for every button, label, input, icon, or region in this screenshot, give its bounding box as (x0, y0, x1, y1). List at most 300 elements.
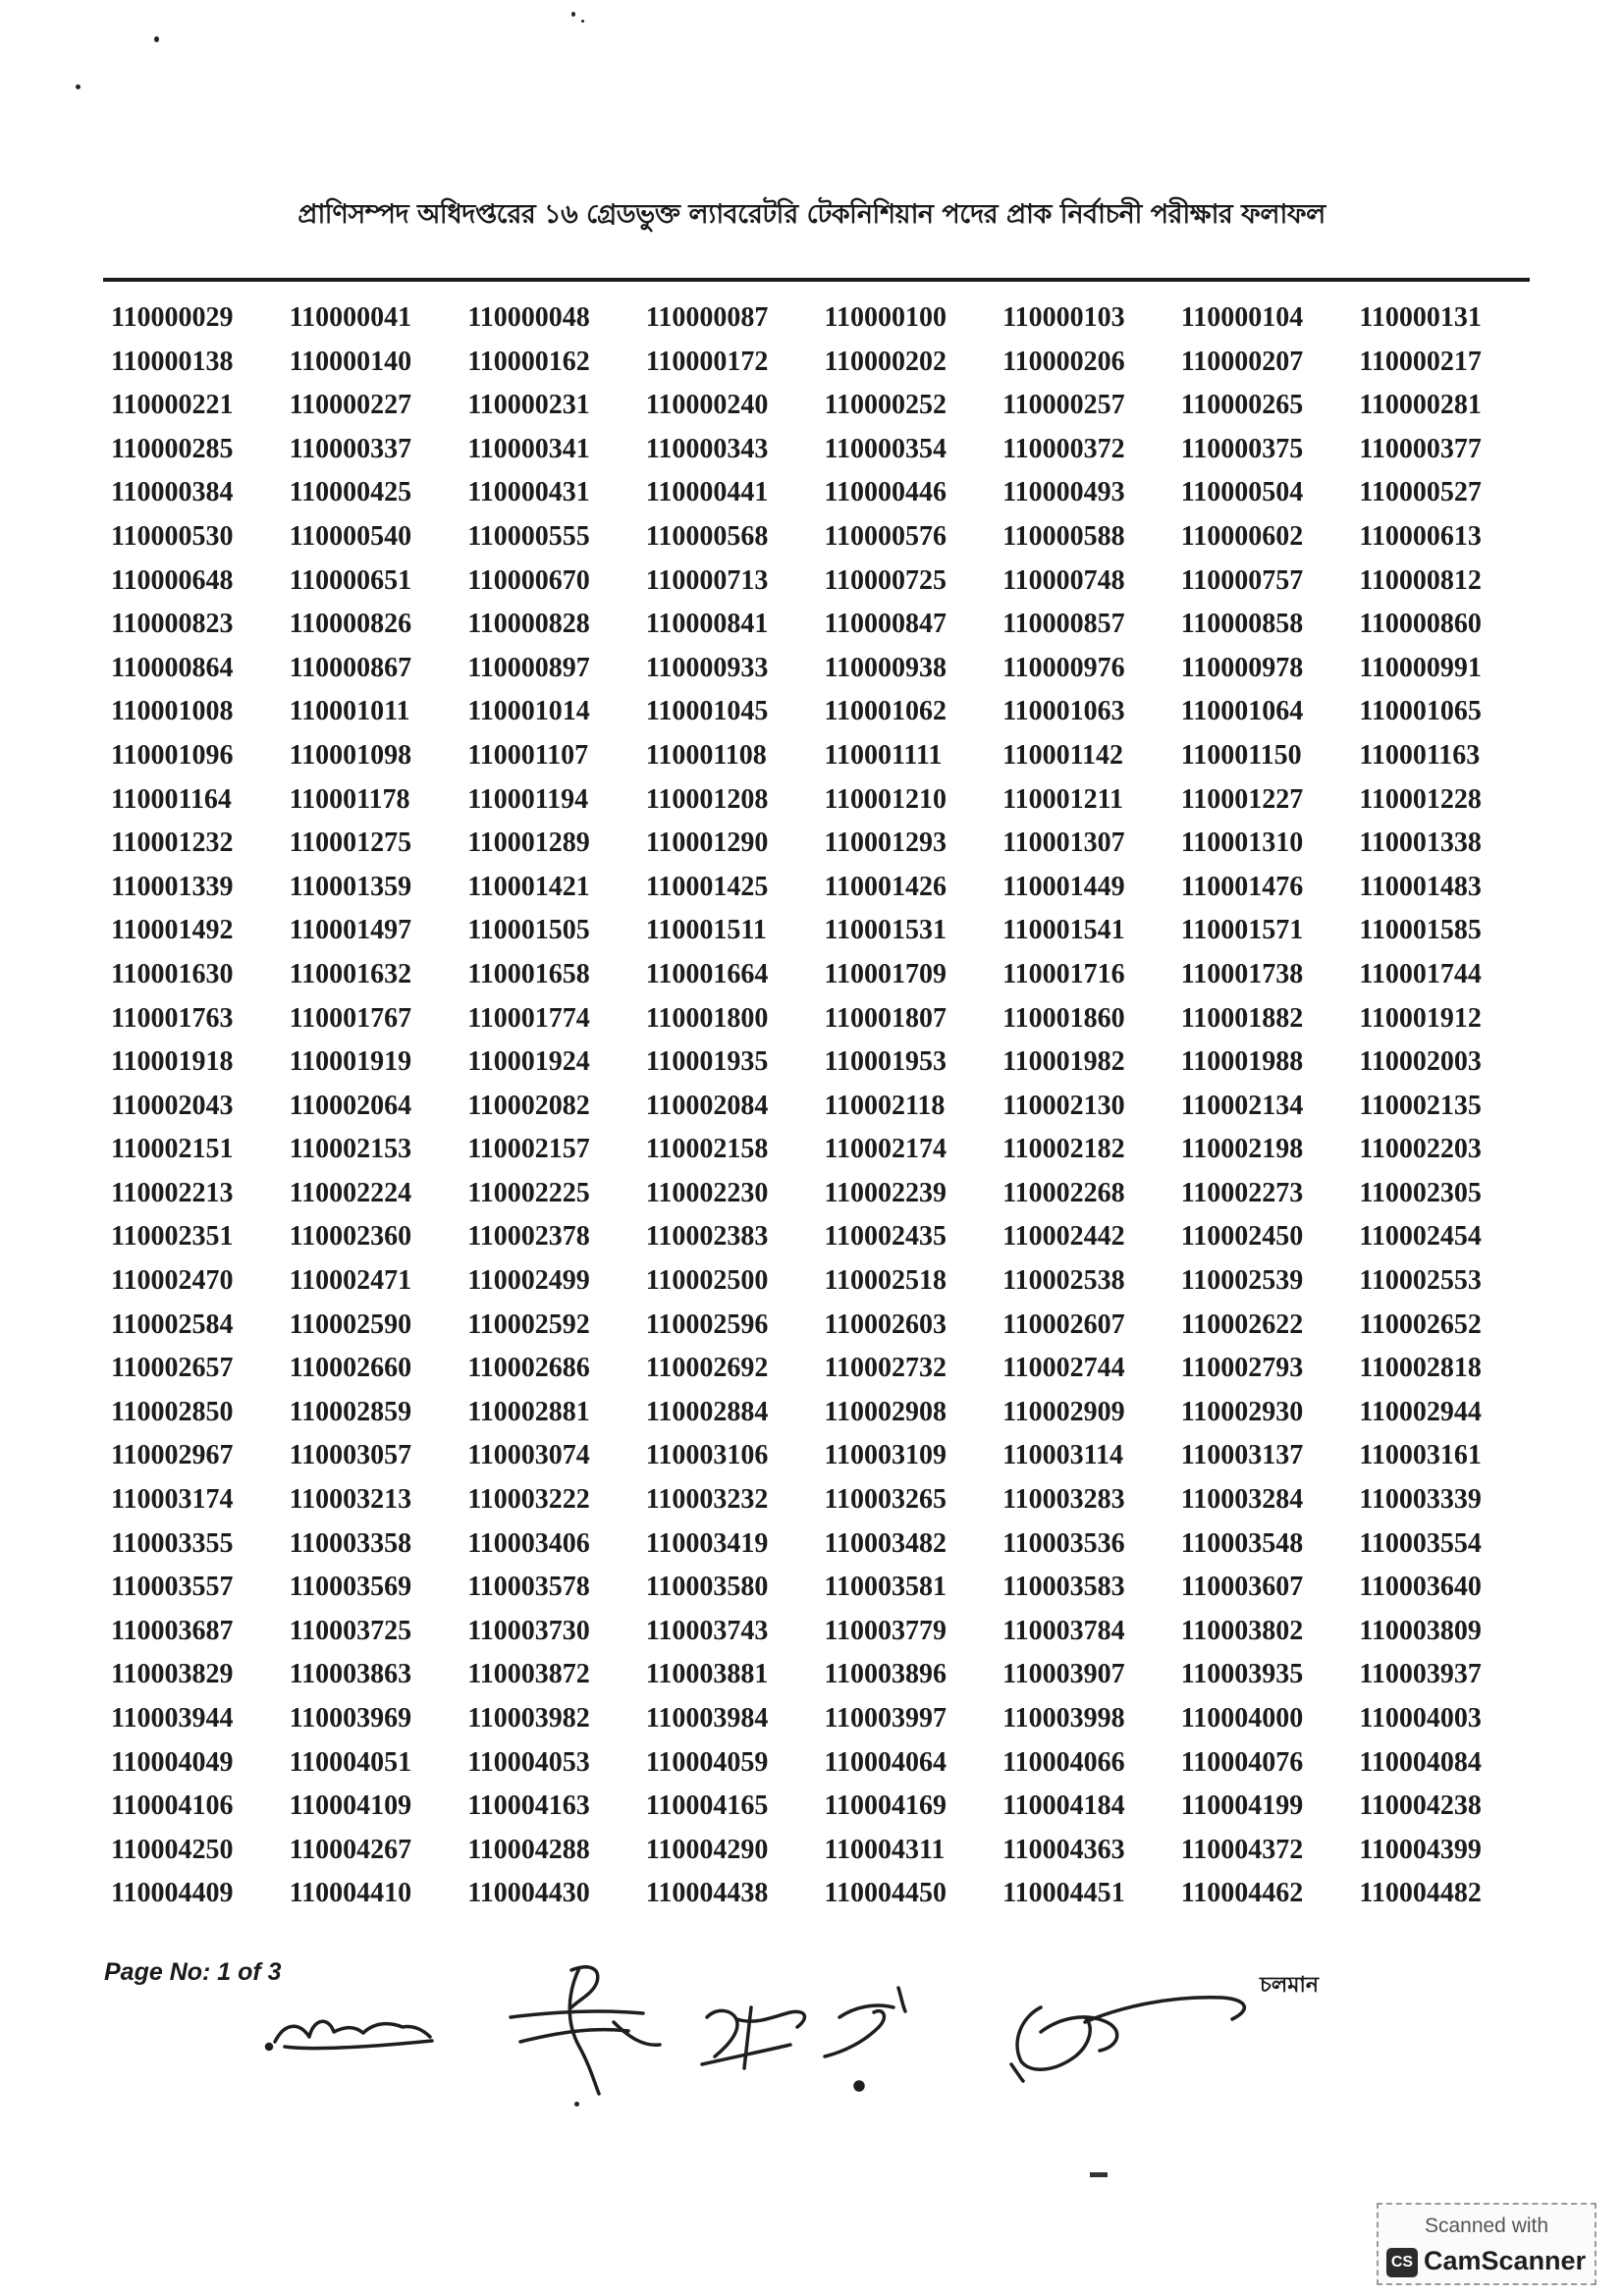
roll-number-cell: 110004450 (824, 1878, 947, 1909)
roll-number-cell: 110002538 (1002, 1265, 1125, 1297)
roll-number-cell: 110002657 (111, 1353, 234, 1384)
roll-number-cell: 110001497 (289, 915, 412, 946)
roll-number-cell: 110002064 (289, 1090, 412, 1121)
roll-number-cell: 110001338 (1359, 828, 1482, 859)
roll-number-cell: 110003725 (289, 1615, 412, 1646)
roll-number-cell: 110000446 (824, 477, 947, 508)
roll-number-cell: 110001425 (645, 871, 769, 902)
roll-number-cell: 110003283 (1002, 1484, 1125, 1516)
roll-number-cell: 110003355 (111, 1527, 234, 1559)
roll-number-cell: 110001919 (289, 1046, 412, 1078)
roll-number-cell: 110000670 (467, 564, 590, 596)
roll-number-cell: 110002732 (824, 1353, 947, 1384)
roll-number-cell: 110002686 (467, 1353, 590, 1384)
roll-number-cell: 110001505 (467, 915, 590, 946)
roll-number-cell: 110001108 (645, 739, 767, 771)
signatures-icon (255, 1949, 1335, 2106)
roll-number-cell: 110003937 (1359, 1659, 1482, 1690)
roll-number-cell: 110003109 (824, 1440, 947, 1471)
roll-number-cell: 110004003 (1359, 1703, 1482, 1734)
roll-number-cell: 110000867 (289, 652, 412, 683)
scan-speck (76, 84, 81, 89)
roll-number-cell: 110002454 (1359, 1221, 1482, 1253)
roll-number-cell: 110001065 (1359, 696, 1482, 727)
roll-number-cell: 110001211 (1002, 783, 1124, 815)
roll-number-cell: 110003057 (289, 1440, 412, 1471)
roll-number-cell: 110003779 (824, 1615, 947, 1646)
roll-number-cell: 110000372 (1002, 433, 1125, 464)
roll-number-cell: 110004238 (1359, 1790, 1482, 1822)
roll-number-cell: 110001449 (1002, 871, 1125, 902)
roll-number-cell: 110003640 (1359, 1572, 1482, 1603)
roll-number-cell: 110004000 (1180, 1703, 1304, 1734)
roll-number-cell: 110002435 (824, 1221, 947, 1253)
roll-number-cell: 110000933 (645, 652, 769, 683)
roll-number-cell: 110003557 (111, 1572, 234, 1603)
roll-number-table (103, 296, 1530, 1916)
roll-number-cell: 110001111 (824, 739, 943, 771)
roll-number-cell: 110003554 (1359, 1527, 1482, 1559)
roll-number-cell: 110004049 (111, 1746, 234, 1778)
roll-number-cell: 110003419 (645, 1527, 769, 1559)
roll-number-cell: 110003743 (645, 1615, 769, 1646)
roll-number-cell: 110001807 (824, 1002, 947, 1034)
roll-number-cell: 110001476 (1180, 871, 1304, 902)
roll-number-cell: 110000713 (645, 564, 769, 596)
roll-number-cell: 110002944 (1359, 1396, 1482, 1427)
roll-number-cell: 110000343 (645, 433, 769, 464)
roll-number-cell: 110002239 (824, 1177, 947, 1208)
roll-number-cell: 110001709 (824, 958, 947, 989)
roll-number-cell: 110001194 (467, 783, 589, 815)
roll-number-cell: 110002652 (1359, 1308, 1482, 1340)
roll-number-cell: 110001988 (1180, 1046, 1304, 1078)
roll-number-cell: 110001658 (467, 958, 590, 989)
roll-number-cell: 110003548 (1180, 1527, 1304, 1559)
roll-number-cell: 110003872 (467, 1659, 590, 1690)
roll-number-cell: 110001632 (289, 958, 412, 989)
roll-number-cell: 110001098 (289, 739, 412, 771)
roll-number-cell: 110002082 (467, 1090, 590, 1121)
roll-number-cell: 110002596 (645, 1308, 769, 1340)
roll-number-cell: 110000162 (467, 346, 590, 377)
roll-number-cell: 110003969 (289, 1703, 412, 1734)
roll-number-cell: 110000217 (1359, 346, 1482, 377)
roll-number-cell: 110004169 (824, 1790, 947, 1822)
roll-number-cell: 110000029 (111, 302, 234, 333)
roll-number-cell: 110002592 (467, 1308, 590, 1340)
roll-number-cell: 110000812 (1359, 564, 1482, 596)
roll-number-cell: 110002603 (824, 1308, 947, 1340)
roll-number-cell: 110000041 (289, 302, 412, 333)
signature-1 (267, 2021, 433, 2049)
roll-number-cell: 110000384 (111, 477, 234, 508)
roll-number-cell: 110003935 (1180, 1659, 1304, 1690)
roll-number-cell: 110003536 (1002, 1527, 1125, 1559)
roll-number-cell: 110003284 (1180, 1484, 1304, 1516)
scan-speck (581, 20, 584, 23)
document-title: প্রাণিসম্পদ অধিদপ্তরের ১৬ গ্রেডভুক্ত ল্যাবরেটরি টেকনিশিয়ান পদের প্রাক নির্বাচনী পরীক্ষার ফলাফল (298, 199, 1325, 230)
roll-number-cell: 110000530 (111, 520, 234, 552)
roll-number-cell: 110002003 (1359, 1046, 1482, 1078)
roll-number-cell: 110003358 (289, 1527, 412, 1559)
roll-number-cell: 110002793 (1180, 1353, 1304, 1384)
roll-number-cell: 110003984 (645, 1703, 769, 1734)
roll-number-cell: 110003863 (289, 1659, 412, 1690)
roll-number-cell: 110002607 (1002, 1308, 1125, 1340)
roll-number-cell: 110001483 (1359, 871, 1482, 902)
roll-number-cell: 110002351 (111, 1221, 234, 1253)
roll-number-cell: 110000504 (1180, 477, 1304, 508)
title-divider (103, 278, 1530, 282)
roll-number-cell: 110004363 (1002, 1834, 1125, 1865)
roll-number-cell: 110004051 (289, 1746, 412, 1778)
roll-number-cell: 110001924 (467, 1046, 590, 1078)
roll-number-cell: 110002213 (111, 1177, 234, 1208)
roll-number-cell: 110003482 (824, 1527, 947, 1559)
roll-number-cell: 110000087 (645, 302, 769, 333)
roll-number-cell: 110000826 (289, 609, 412, 640)
roll-number-cell: 110001208 (645, 783, 769, 815)
roll-number-cell: 110001096 (111, 739, 234, 771)
roll-number-cell: 110000588 (1002, 520, 1125, 552)
roll-number-cell: 110002174 (824, 1134, 947, 1165)
roll-number-cell: 110000285 (111, 433, 234, 464)
roll-number-cell: 110002158 (645, 1134, 769, 1165)
roll-number-cell: 110003829 (111, 1659, 234, 1690)
roll-number-cell: 110000441 (645, 477, 769, 508)
roll-number-cell: 110004267 (289, 1834, 412, 1865)
roll-number-cell: 110001164 (111, 783, 232, 815)
roll-number-cell: 110003174 (111, 1484, 234, 1516)
roll-number-cell: 110001982 (1002, 1046, 1125, 1078)
roll-number-cell: 110001541 (1002, 915, 1125, 946)
roll-number-cell: 110004064 (824, 1746, 947, 1778)
camscanner-watermark (1377, 2203, 1596, 2285)
roll-number-cell: 110002153 (289, 1134, 412, 1165)
roll-number-cell: 110002499 (467, 1265, 590, 1297)
roll-number-cell: 110000527 (1359, 477, 1482, 508)
roll-number-cell: 110002360 (289, 1221, 412, 1253)
roll-number-cell: 110002692 (645, 1353, 769, 1384)
roll-number-cell: 110002230 (645, 1177, 769, 1208)
roll-number-cell: 110001426 (824, 871, 947, 902)
roll-number-cell: 110000748 (1002, 564, 1125, 596)
roll-number-cell: 110002130 (1002, 1090, 1125, 1121)
roll-number-cell: 110001339 (111, 871, 234, 902)
scan-speck (1090, 2172, 1108, 2177)
roll-number-cell: 110003406 (467, 1527, 590, 1559)
roll-number-cell: 110004399 (1359, 1834, 1482, 1865)
roll-number-cell: 110000991 (1359, 652, 1482, 683)
roll-number-cell: 110001492 (111, 915, 234, 946)
roll-number-cell: 110004430 (467, 1878, 590, 1909)
roll-number-cell: 110002134 (1180, 1090, 1304, 1121)
continued-label: চলমান (1260, 1973, 1319, 1998)
roll-number-cell: 110001307 (1002, 828, 1125, 859)
roll-number-cell: 110003687 (111, 1615, 234, 1646)
signature-3 (702, 2007, 804, 2068)
roll-number-cell: 110003074 (467, 1440, 590, 1471)
roll-number-cell: 110002859 (289, 1396, 412, 1427)
watermark-caption: Scanned with (1424, 2215, 1549, 2237)
roll-number-cell: 110004311 (824, 1834, 946, 1865)
roll-number-cell: 110000354 (824, 433, 947, 464)
roll-number-cell: 110000172 (645, 346, 769, 377)
roll-number-cell: 110000725 (824, 564, 947, 596)
roll-number-cell: 110004462 (1180, 1878, 1304, 1909)
roll-number-cell: 110000860 (1359, 609, 1482, 640)
page-number: Page No: 1 of 3 (104, 1958, 282, 1986)
roll-number-cell: 110000757 (1180, 564, 1304, 596)
roll-number-cell: 110002084 (645, 1090, 769, 1121)
roll-number-cell: 110000048 (467, 302, 590, 333)
roll-number-cell: 110002909 (1002, 1396, 1125, 1427)
roll-number-cell: 110001421 (467, 871, 590, 902)
roll-number-cell: 110000138 (111, 346, 234, 377)
roll-number-cell: 110004438 (645, 1878, 769, 1909)
roll-number-cell: 110000576 (824, 520, 947, 552)
roll-number-cell: 110001716 (1002, 958, 1125, 989)
roll-number-cell: 110001310 (1180, 828, 1304, 859)
roll-number-cell: 110001289 (467, 828, 590, 859)
roll-number-cell: 110003583 (1002, 1572, 1125, 1603)
roll-number-cell: 110002470 (111, 1265, 234, 1297)
roll-number-cell: 110002043 (111, 1090, 234, 1121)
roll-number-cell: 110000651 (289, 564, 412, 596)
roll-number-cell: 110002590 (289, 1308, 412, 1340)
roll-number-cell: 110003607 (1180, 1572, 1304, 1603)
roll-number-cell: 110004409 (111, 1878, 234, 1909)
roll-number-cell: 110001163 (1359, 739, 1481, 771)
roll-number-cell: 110000841 (645, 609, 769, 640)
roll-number-cell: 110002471 (289, 1265, 412, 1297)
roll-number-cell: 110003784 (1002, 1615, 1125, 1646)
roll-number-cell: 110004084 (1359, 1746, 1482, 1778)
roll-number-cell: 110000265 (1180, 390, 1304, 421)
roll-number-cell: 110001774 (467, 1002, 590, 1034)
roll-number-cell: 110003213 (289, 1484, 412, 1516)
roll-number-cell: 110002539 (1180, 1265, 1304, 1297)
roll-number-cell: 110004109 (289, 1790, 412, 1822)
roll-number-cell: 110000221 (111, 390, 234, 421)
roll-number-cell: 110003580 (645, 1572, 769, 1603)
roll-number-cell: 110000103 (1002, 302, 1125, 333)
roll-number-cell: 110003896 (824, 1659, 947, 1690)
roll-number-cell: 110003998 (1002, 1703, 1125, 1734)
scan-speck (574, 2102, 579, 2107)
roll-number-cell: 110004250 (111, 1834, 234, 1865)
roll-number-cell: 110002660 (289, 1353, 412, 1384)
roll-number-cell: 110002518 (824, 1265, 947, 1297)
roll-number-cell: 110001228 (1359, 783, 1482, 815)
roll-number-cell: 110001063 (1002, 696, 1125, 727)
roll-number-cell: 110003997 (824, 1703, 947, 1734)
roll-number-cell: 110000257 (1002, 390, 1125, 421)
roll-number-cell: 110000231 (467, 390, 590, 421)
roll-number-cell: 110002442 (1002, 1221, 1125, 1253)
roll-number-cell: 110001571 (1180, 915, 1304, 946)
roll-number-cell: 110000602 (1180, 520, 1304, 552)
watermark-brand: CamScanner (1424, 2246, 1587, 2275)
roll-number-cell: 110001293 (824, 828, 947, 859)
roll-number-cell: 110001953 (824, 1046, 947, 1078)
roll-number-cell: 110004163 (467, 1790, 590, 1822)
roll-number-cell: 110000337 (289, 433, 412, 464)
roll-number-cell: 110000493 (1002, 477, 1125, 508)
roll-number-cell: 110000978 (1180, 652, 1304, 683)
roll-number-cell: 110000555 (467, 520, 590, 552)
roll-number-cell: 110000828 (467, 609, 590, 640)
roll-number-cell: 110001935 (645, 1046, 769, 1078)
roll-number-cell: 110001664 (645, 958, 769, 989)
roll-number-cell: 110004165 (645, 1790, 769, 1822)
roll-number-cell: 110001107 (467, 739, 589, 771)
roll-number-cell: 110001767 (289, 1002, 412, 1034)
roll-number-cell: 110000377 (1359, 433, 1482, 464)
roll-number-cell: 110001882 (1180, 1002, 1304, 1034)
roll-number-cell: 110000425 (289, 477, 412, 508)
roll-number-cell: 110004053 (467, 1746, 590, 1778)
roll-number-cell: 110001210 (824, 783, 947, 815)
roll-number-cell: 110002884 (645, 1396, 769, 1427)
scan-speck (571, 12, 575, 17)
roll-number-cell: 110003730 (467, 1615, 590, 1646)
roll-number-cell: 110002268 (1002, 1177, 1125, 1208)
roll-number-cell: 110003578 (467, 1572, 590, 1603)
roll-number-cell: 110000341 (467, 433, 590, 464)
roll-number-cell: 110003569 (289, 1572, 412, 1603)
roll-number-cell: 110003944 (111, 1703, 234, 1734)
roll-number-cell: 110002118 (824, 1090, 946, 1121)
roll-number-cell: 110001227 (1180, 783, 1304, 815)
roll-number-cell: 110002818 (1359, 1353, 1482, 1384)
roll-number-cell: 110001763 (111, 1002, 234, 1034)
roll-number-cell: 110002157 (467, 1134, 590, 1165)
roll-number-cell: 110003907 (1002, 1659, 1125, 1690)
roll-number-cell: 110001178 (289, 783, 410, 815)
roll-number-cell: 110001011 (289, 696, 410, 727)
roll-number-cell: 110000568 (645, 520, 769, 552)
roll-number-cell: 110002450 (1180, 1221, 1304, 1253)
roll-number-cell: 110001064 (1180, 696, 1304, 727)
roll-number-cell: 110002908 (824, 1396, 947, 1427)
roll-number-cell: 110002930 (1180, 1396, 1304, 1427)
roll-number-cell: 110000857 (1002, 609, 1125, 640)
roll-number-cell: 110003106 (645, 1440, 769, 1471)
roll-number-cell: 110002553 (1359, 1265, 1482, 1297)
roll-number-cell: 110003137 (1180, 1440, 1304, 1471)
roll-number-cell: 110000104 (1180, 302, 1304, 333)
roll-number-cell: 110004106 (111, 1790, 234, 1822)
roll-number-cell: 110003114 (1002, 1440, 1124, 1471)
roll-number-cell: 110002967 (111, 1440, 234, 1471)
roll-number-cell: 110001014 (467, 696, 590, 727)
roll-number-cell: 110001142 (1002, 739, 1124, 771)
roll-number-cell: 110001912 (1359, 1002, 1482, 1034)
roll-number-cell: 110001800 (645, 1002, 769, 1034)
roll-number-cell: 110002273 (1180, 1177, 1304, 1208)
roll-number-cell: 110004410 (289, 1878, 412, 1909)
roll-number-cell: 110000540 (289, 520, 412, 552)
roll-number-cell: 110000648 (111, 564, 234, 596)
roll-number-cell: 110001008 (111, 696, 234, 727)
roll-number-cell: 110002500 (645, 1265, 769, 1297)
roll-number-cell: 110001585 (1359, 915, 1482, 946)
roll-number-cell: 110001359 (289, 871, 412, 902)
roll-number-cell: 110001918 (111, 1046, 234, 1078)
signature-4 (825, 1988, 905, 2090)
roll-number-cell: 110004059 (645, 1746, 769, 1778)
roll-number-cell: 110002305 (1359, 1177, 1482, 1208)
roll-number-cell: 110000207 (1180, 346, 1304, 377)
roll-number-cell: 110000206 (1002, 346, 1125, 377)
roll-number-cell: 110000864 (111, 652, 234, 683)
roll-number-cell: 110002151 (111, 1134, 234, 1165)
roll-number-cell: 110003265 (824, 1484, 947, 1516)
roll-number-cell: 110004451 (1002, 1878, 1125, 1909)
roll-number-cell: 110001275 (289, 828, 412, 859)
roll-number-cell: 110003881 (645, 1659, 769, 1690)
roll-number-cell: 110000131 (1359, 302, 1482, 333)
camscanner-logo-icon: CS (1386, 2248, 1418, 2277)
roll-number-cell: 110002182 (1002, 1134, 1125, 1165)
roll-number-cell: 110004290 (645, 1834, 769, 1865)
roll-number-cell: 110001531 (824, 915, 947, 946)
signature-5 (1011, 1998, 1244, 2081)
roll-number-cell: 110003802 (1180, 1615, 1304, 1646)
roll-number-cell: 110002203 (1359, 1134, 1482, 1165)
roll-number-cell: 110004066 (1002, 1746, 1125, 1778)
roll-number-cell: 110000823 (111, 609, 234, 640)
roll-number-cell: 110004482 (1359, 1878, 1482, 1909)
roll-number-cell: 110000227 (289, 390, 412, 421)
roll-number-cell: 110003581 (824, 1572, 947, 1603)
roll-number-cell: 110000976 (1002, 652, 1125, 683)
roll-number-cell: 110002378 (467, 1221, 590, 1253)
roll-number-cell: 110002224 (289, 1177, 412, 1208)
roll-number-cell: 110003809 (1359, 1615, 1482, 1646)
roll-number-cell: 110000375 (1180, 433, 1304, 464)
roll-number-cell: 110001150 (1180, 739, 1302, 771)
roll-number-cell: 110003222 (467, 1484, 590, 1516)
roll-number-cell: 110000202 (824, 346, 947, 377)
roll-number-cell: 110003232 (645, 1484, 769, 1516)
roll-number-cell: 110001738 (1180, 958, 1304, 989)
roll-number-cell: 110000858 (1180, 609, 1304, 640)
roll-number-cell: 110004184 (1002, 1790, 1125, 1822)
roll-number-cell: 110001045 (645, 696, 769, 727)
roll-number-cell: 110002225 (467, 1177, 590, 1208)
roll-number-cell: 110002881 (467, 1396, 590, 1427)
roll-number-cell: 110002135 (1359, 1090, 1482, 1121)
roll-number-cell: 110000613 (1359, 520, 1482, 552)
roll-number-cell: 110000431 (467, 477, 590, 508)
roll-number-cell: 110000847 (824, 609, 947, 640)
roll-number-cell: 110003161 (1359, 1440, 1482, 1471)
roll-number-cell: 110003339 (1359, 1484, 1482, 1516)
roll-number-cell: 110004372 (1180, 1834, 1304, 1865)
roll-number-cell: 110000140 (289, 346, 412, 377)
roll-number-cell: 110001630 (111, 958, 234, 989)
roll-number-cell: 110001860 (1002, 1002, 1125, 1034)
roll-number-cell: 110000100 (824, 302, 947, 333)
roll-number-cell: 110000240 (645, 390, 769, 421)
roll-number-cell: 110000897 (467, 652, 590, 683)
scan-speck (154, 36, 159, 42)
roll-number-cell: 110002198 (1180, 1134, 1304, 1165)
roll-number-cell: 110001232 (111, 828, 234, 859)
